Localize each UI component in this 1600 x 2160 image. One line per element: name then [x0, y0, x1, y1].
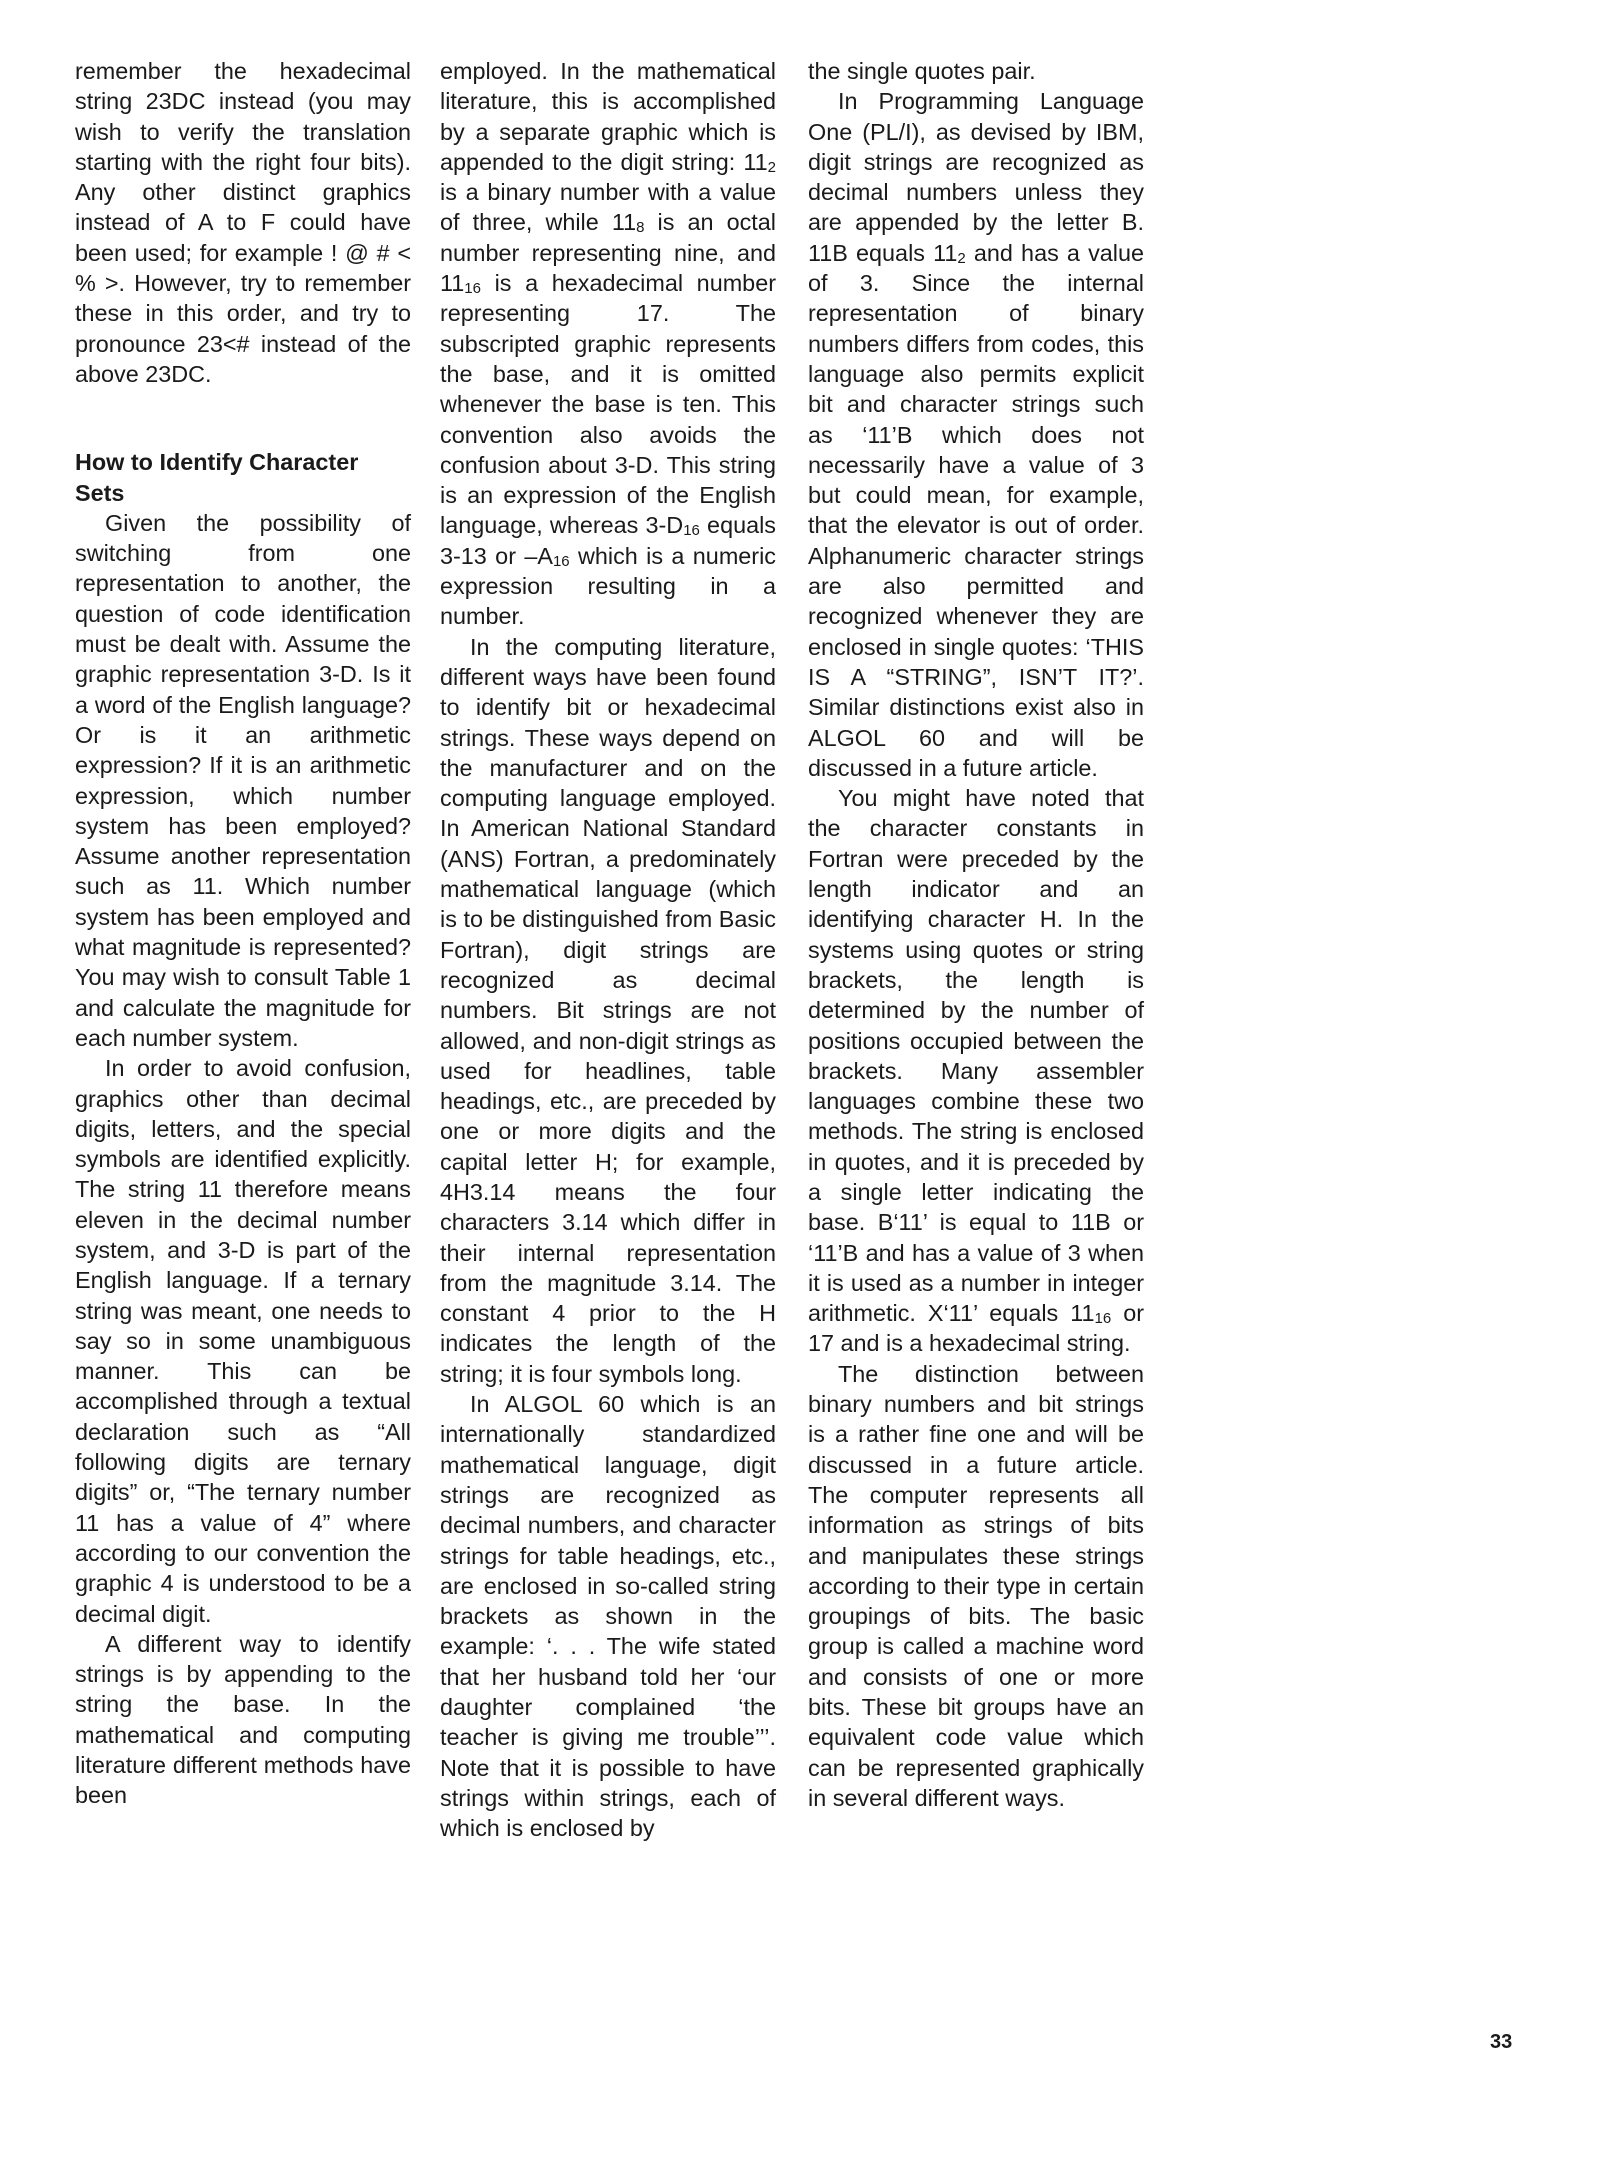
paragraph: In the computing literature, different ways have been found to identify bit or hexadecimal strings. These ways depend on the manufacturer and on the computing language employed. In American National Standard (ANS) Fortran, a predominately mathematical language (which is to be distinguished from Basic Fortran), digit strings are recognized as decimal numbers. Bit strings are not allowed, and non-digit strings as used for headlines, table headings, etc., are preceded by one or more digits and the capital letter H; for example, 4H3.14 means the four characters 3.14 which differ in their internal representation from the magnitude 3.14. The constant 4 prior to the H indicates the length of the string; it is four symbols long.	[440, 633, 776, 1387]
paragraph: In order to avoid confusion, graphics other than decimal digits, letters, and the special symbols are identified explicitly. The string 11 therefore means eleven in the decimal number system, and 3-D is part of the English language. If a ternary string was meant, one needs to say so in some unambiguous manner. This can be accomplished through a textual declaration such as “All following digits are ternary digits” or, “The ternary number 11 has a value of 4” where according to our convention the graphic 4 is understood to be a decimal digit.	[75, 1055, 411, 1627]
base-subscript: 16	[552, 552, 570, 570]
paragraph: A different way to identify strings is by appending to the string the base. In the mathematical and computing literature different methods have been	[75, 1630, 411, 1809]
section-heading: How to Identify Character Sets	[75, 449, 359, 506]
paragraph: the single quotes pair.	[808, 58, 1036, 84]
paragraph: employed. In the mathematical literature, this is accomplished by a separate graphic which is appended to the digit string: $11_2$ is a binary number with a value of three, while $11_8$ is an octal number representing nine, and $11_{16}$ is a hexadecimal number representing 17. The subscripted graphic represents the base, and it is omitted whenever the base is ten. This convention also avoids the confusion about 3-D. This string is an expression of the English language, whereas $3-D_{16}$ equals 3-13 or $-A_{16}$ which is a numeric expression resulting in a number.	[440, 58, 776, 630]
text-column-1	[75, 56, 411, 1811]
base-subscript: 2	[957, 249, 966, 267]
page-number: 33	[1490, 2031, 1513, 2053]
base-subscript: 16	[683, 522, 700, 540]
text-column-3	[808, 56, 1144, 1813]
paragraph: In ALGOL 60 which is an internationally standardized mathematical language, digit strings are recognized as decimal numbers, and character strings for table headings, etc., are enclosed in so-called string brackets as shown in the example: ‘. . . The wife stated that her husband told her ‘our daughter complained ‘the teacher is giving me trouble’’’. Note that it is possible to have strings within strings, each of which is enclosed by	[440, 1391, 776, 1842]
base-subscript: 16	[1094, 1310, 1112, 1328]
base-subscript: 16	[464, 280, 481, 298]
text-column-2	[440, 56, 776, 1844]
section-gap	[75, 389, 411, 447]
paragraph: remember the hexadecimal string 23DC instead (you may wish to verify the translation starting with the right four bits). Any other distinct graphics instead of A to F could have been used; for example ! @ # < % >. However, try to remember these in this order, and try to pronounce 23<# instead of the above 23DC.	[75, 58, 411, 387]
base-subscript: 2	[767, 158, 776, 176]
paragraph: In Programming Language One (PL/I), as devised by IBM, digit strings are recognized as decimal numbers unless they are appended by the letter B. 11B equals $11_2$ and has a value of 3. Since the internal representation of binary numbers differs from codes, this language also permits explicit bit and character strings such as ‘11’B which does not necessarily have a value of 3 but could mean, for example, that the elevator is out of order. Alphanumeric character strings are also permitted and recognized whenever they are enclosed in single quotes: ‘THIS IS A “STRING”, ISN’T IT?’. Similar distinctions exist also in ALGOL 60 and will be discussed in a future article.	[808, 88, 1144, 781]
paragraph: You might have noted that the character constants in Fortran were preceded by the length indicator and an identifying character H. In the systems using quotes or string brackets, the length is determined by the number of positions occupied between the brackets. Many assembler languages combine these two methods. The string is enclosed in quotes, and it is preceded by a single letter indicating the base. B‘11’ is equal to 11B or ‘11’B and has a value of 3 when it is used as a number in integer arithmetic. X‘11’ equals $11_{16}$ or 17 and is a hexadecimal string.	[808, 785, 1145, 1357]
paragraph: The distinction between binary numbers and bit strings is a rather fine one and will be discussed in a future article. The computer represents all information as strings of bits and manipulates these strings according to their type in certain groupings of bits. The basic group is called a machine word and consists of one or more bits. These bit groups have an equivalent code value which can be represented graphically in several different ways.	[808, 1360, 1144, 1811]
base-subscript: 8	[636, 219, 645, 237]
paragraph: Given the possibility of switching from one representation to another, the question of code identification must be dealt with. Assume the graphic representation 3-D. Is it a word of the English language? Or is it an arithmetic expression? If it is an arithmetic expression, which number system has been employed? Assume another representation such as 11. Which number system has been employed and what magnitude is represented? You may wish to consult Table 1 and calculate the magnitude for each number system.	[75, 509, 411, 1051]
